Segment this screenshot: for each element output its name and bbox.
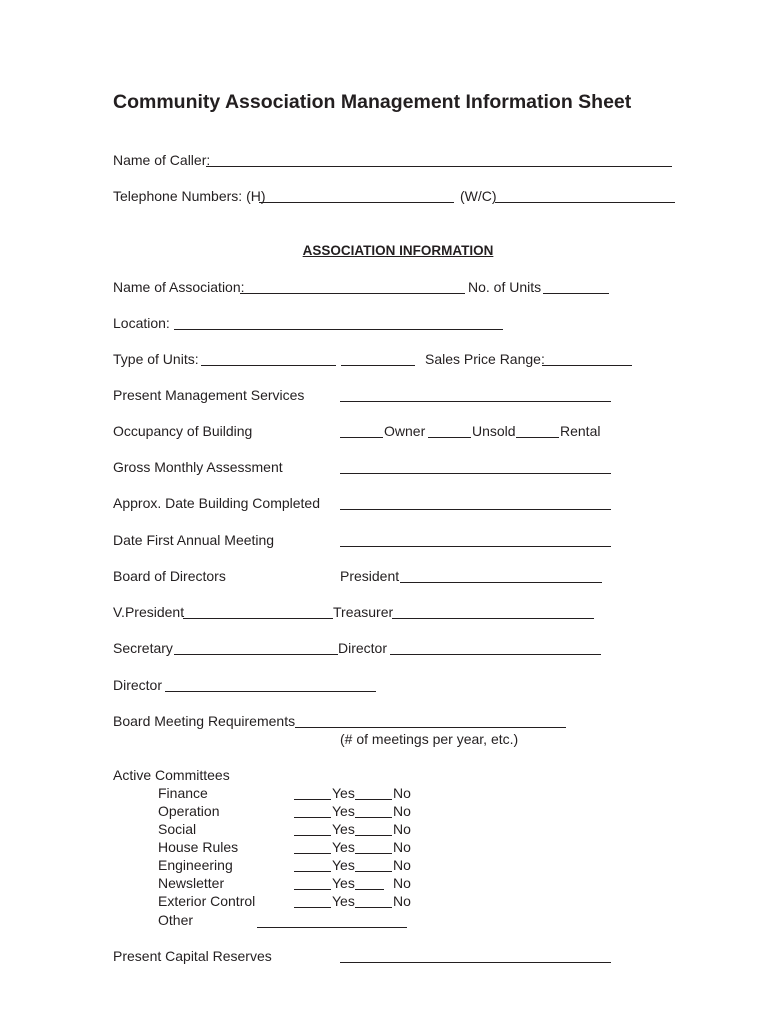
unit-type-field-2[interactable]: [341, 365, 415, 366]
board-requirements-field[interactable]: [295, 727, 566, 728]
committee-no-field[interactable]: [355, 871, 392, 872]
occupancy-unsold-field[interactable]: [428, 437, 471, 438]
committee-no-label: No: [393, 893, 411, 909]
committee-yes-label: Yes: [332, 821, 355, 837]
committee-name: House Rules: [158, 839, 239, 855]
committee-no-field[interactable]: [355, 835, 392, 836]
committee-name: Social: [158, 821, 197, 837]
section-heading: [0, 242, 770, 259]
committee-yes-field[interactable]: [294, 907, 331, 908]
committee-yes-label: Yes: [332, 803, 355, 819]
committee-name: Engineering: [158, 857, 233, 873]
committee-no-label: No: [393, 785, 411, 801]
sales-price-label: Sales Price Range:: [425, 351, 545, 367]
president-label: President: [340, 568, 400, 584]
secretary-label: Secretary: [113, 640, 173, 656]
management-services-label: Present Management Services: [113, 387, 305, 403]
vice-president-field[interactable]: [183, 618, 333, 619]
date-completed-field[interactable]: [340, 509, 611, 510]
capital-reserves-label: Present Capital Reserves: [113, 948, 272, 964]
occupancy-rental-field[interactable]: [516, 437, 559, 438]
committee-no-field[interactable]: [355, 907, 392, 908]
occupancy-owner-field[interactable]: [340, 437, 383, 438]
committee-no-label: No: [393, 803, 411, 819]
date-completed-label: Approx. Date Building Completed: [113, 495, 321, 511]
board-requirements-note: (# of meetings per year, etc.): [340, 731, 519, 747]
committee-no-label: No: [393, 875, 411, 891]
committee-no-field[interactable]: [355, 799, 392, 800]
telephone-work-label: (W/C): [460, 188, 497, 204]
occupancy-owner-label: Owner: [384, 423, 426, 439]
committee-name: Operation: [158, 803, 220, 819]
units-count-field[interactable]: [543, 293, 609, 294]
committee-other-label: Other: [158, 912, 194, 928]
secretary-field[interactable]: [174, 654, 338, 655]
committee-yes-field[interactable]: [294, 871, 331, 872]
location-field[interactable]: [174, 329, 503, 330]
treasurer-label: Treasurer: [333, 604, 394, 620]
committee-no-label: No: [393, 821, 411, 837]
director-2-field[interactable]: [165, 691, 376, 692]
committee-no-field[interactable]: [355, 817, 392, 818]
committee-no-field[interactable]: [355, 853, 392, 854]
units-count-label: No. of Units: [468, 279, 542, 295]
unit-type-label: Type of Units:: [113, 351, 199, 367]
vice-president-label: V.President: [113, 604, 185, 620]
section-heading-text: ASSOCIATION INFORMATION: [302, 243, 494, 258]
unit-type-field-1[interactable]: [201, 365, 336, 366]
committee-other-field[interactable]: [257, 927, 407, 928]
caller-name-field[interactable]: [206, 166, 672, 167]
board-requirements-label: Board Meeting Requirements: [113, 713, 296, 729]
president-field[interactable]: [400, 582, 602, 583]
telephone-home-label: Telephone Numbers: (H): [113, 188, 266, 204]
treasurer-field[interactable]: [392, 618, 594, 619]
committee-name: Newsletter: [158, 875, 225, 891]
director-field[interactable]: [390, 654, 601, 655]
occupancy-label: Occupancy of Building: [113, 423, 253, 439]
page-title: Community Association Management Information Sheet: [113, 91, 632, 113]
committee-yes-field[interactable]: [294, 817, 331, 818]
telephone-work-field[interactable]: [495, 202, 675, 203]
committee-yes-label: Yes: [332, 785, 355, 801]
director-2-label: Director: [113, 677, 163, 693]
location-label: Location:: [113, 315, 170, 331]
committee-no-field[interactable]: [355, 889, 384, 890]
committee-name: Finance: [158, 785, 208, 801]
telephone-home-field[interactable]: [259, 202, 454, 203]
monthly-assessment-label: Gross Monthly Assessment: [113, 459, 283, 475]
committee-yes-label: Yes: [332, 839, 355, 855]
capital-reserves-field[interactable]: [340, 962, 611, 963]
committees-label: Active Committees: [113, 767, 230, 783]
committee-yes-field[interactable]: [294, 889, 331, 890]
board-label: Board of Directors: [113, 568, 226, 584]
caller-name-label: Name of Caller:: [113, 152, 211, 168]
committee-no-label: No: [393, 857, 411, 873]
first-meeting-field[interactable]: [340, 546, 611, 547]
monthly-assessment-field[interactable]: [340, 473, 611, 474]
committee-name: Exterior Control: [158, 893, 256, 909]
association-name-label: Name of Association:: [113, 279, 245, 295]
committee-yes-label: Yes: [332, 893, 355, 909]
first-meeting-label: Date First Annual Meeting: [113, 532, 275, 548]
committee-yes-field[interactable]: [294, 799, 331, 800]
committee-yes-label: Yes: [332, 875, 355, 891]
committee-yes-label: Yes: [332, 857, 355, 873]
committee-no-label: No: [393, 839, 411, 855]
committee-yes-field[interactable]: [294, 835, 331, 836]
sales-price-field[interactable]: [542, 365, 632, 366]
committee-yes-field[interactable]: [294, 853, 331, 854]
director-label: Director: [338, 640, 388, 656]
management-services-field[interactable]: [340, 401, 611, 402]
occupancy-unsold-label: Unsold: [472, 423, 516, 439]
occupancy-rental-label: Rental: [560, 423, 601, 439]
association-name-field[interactable]: [240, 293, 465, 294]
